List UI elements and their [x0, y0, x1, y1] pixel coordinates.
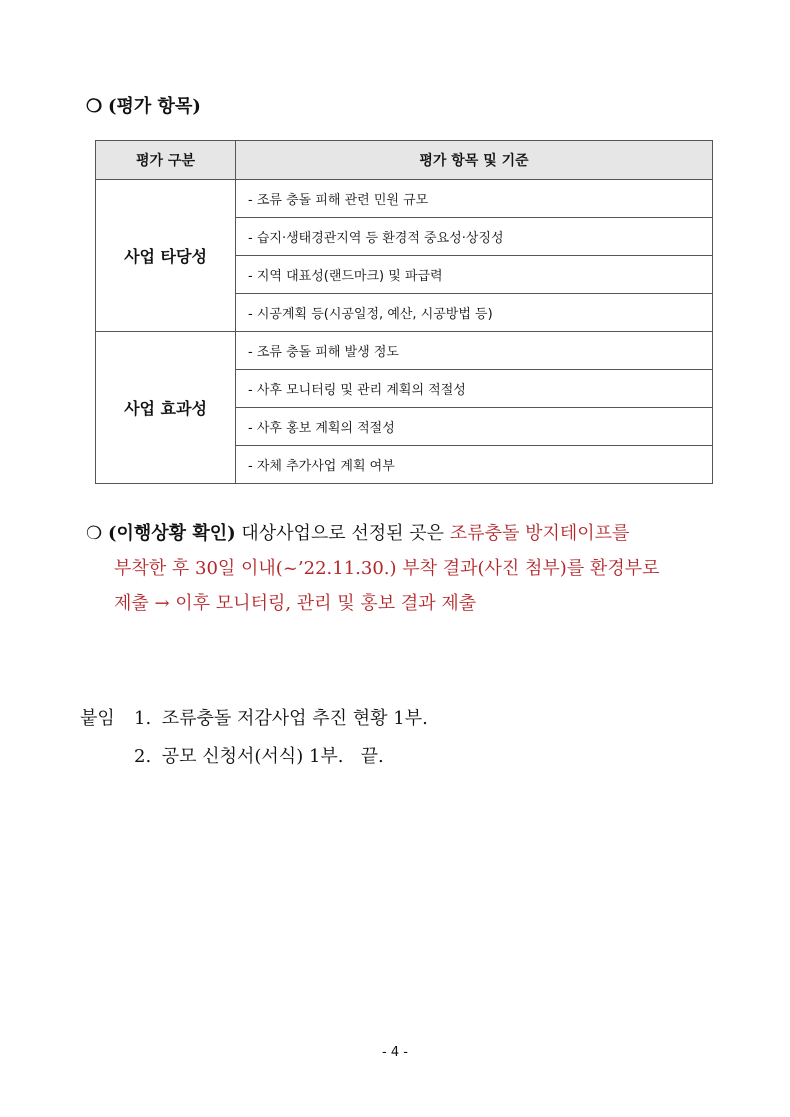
- header-category: 평가 구분: [96, 141, 236, 180]
- criteria-cell: - 사후 모니터링 및 관리 계획의 적절성: [236, 370, 713, 408]
- table-row: [96, 180, 713, 218]
- criteria-cell: - 자체 추가사업 계획 여부: [236, 446, 713, 484]
- attachments: [80, 700, 428, 776]
- page-number: - 4 -: [382, 1045, 408, 1060]
- header-criteria: 평가 항목 및 기준: [236, 141, 713, 180]
- highlight-text-3: 제출 → 이후 모니터링, 관리 및 홍보 결과 제출: [114, 593, 477, 614]
- group-effectiveness: 사업 효과성: [96, 332, 236, 484]
- paragraph-text: 대상사업으로 선정된 곳은: [235, 523, 450, 544]
- criteria-cell: - 사후 홍보 계획의 적절성: [236, 408, 713, 446]
- attachment-label: 붙임: [80, 708, 115, 729]
- attachment-item: [80, 738, 428, 776]
- highlight-text-1: 조류충돌 방지테이프를: [449, 523, 630, 544]
- implementation-check-paragraph: [86, 516, 726, 621]
- group-feasibility: 사업 타당성: [96, 180, 236, 332]
- attachment-text: 공모 신청서(서식) 1부. 끝.: [161, 746, 384, 767]
- table-header-row: [96, 141, 713, 180]
- table-row: [96, 332, 713, 370]
- circle-bullet-icon: ❍: [86, 523, 103, 544]
- criteria-cell: - 시공계획 등(시공일정, 예산, 시공방법 등): [236, 294, 713, 332]
- section-heading: [86, 92, 201, 118]
- attachment-text: 조류충돌 저감사업 추진 현황 1부.: [161, 708, 428, 729]
- circle-bullet-icon: ❍: [86, 96, 103, 117]
- criteria-cell: - 조류 충돌 피해 관련 민원 규모: [236, 180, 713, 218]
- criteria-cell: - 조류 충돌 피해 발생 정도: [236, 332, 713, 370]
- criteria-cell: - 지역 대표성(랜드마크) 및 파급력: [236, 256, 713, 294]
- attachment-number: 2.: [134, 746, 152, 767]
- section-title: (평가 항목): [108, 96, 201, 117]
- criteria-cell: - 습지·생태경관지역 등 환경적 중요성·상징성: [236, 218, 713, 256]
- paragraph-lead: (이행상황 확인): [108, 523, 236, 544]
- evaluation-table: [95, 140, 713, 484]
- highlight-text-2: 부착한 후 30일 이내(~’22.11.30.) 부착 결과(사진 첨부)를 환경부로: [114, 558, 660, 579]
- attachment-item: [80, 700, 428, 738]
- attachment-number: 1.: [134, 708, 152, 729]
